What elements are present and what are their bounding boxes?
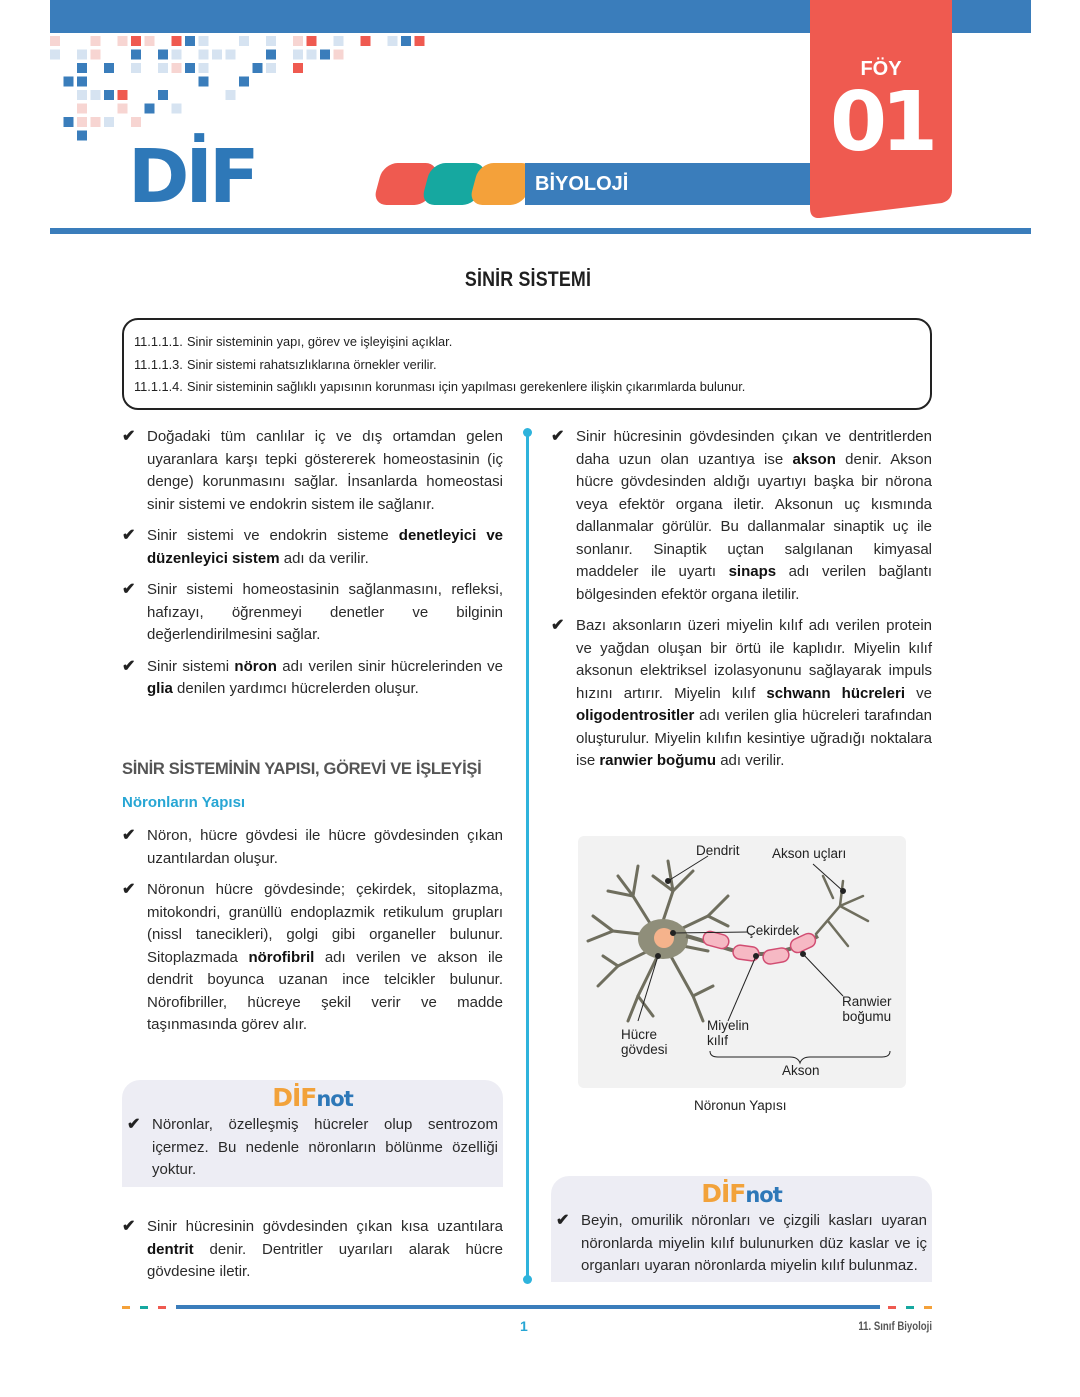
bullet-text: adı verilen ve akson ile dendrit boyunca uzanan ince telcikler bulunur. Nörofibriller, hücreye şekil verir ve madde taşınmasında görev alır. [147, 948, 503, 1033]
left-column-middle [122, 825, 503, 1046]
label-ranwier: Ranwier boğumu [842, 994, 892, 1024]
pixel-mosaic-decoration [50, 36, 430, 146]
note-item [127, 1114, 498, 1182]
outcome-text: Sinir sisteminin sağlıklı yapısının korunması için yapılması gerekenlere ilişkin çıkarımlarda bulunur. [187, 379, 746, 394]
dif-note-logo: DİFnot [701, 1179, 782, 1208]
bullet-text: Nöronun hücre gövdesinde; çekirdek, sitoplazma, mitokondri, granüllü endoplazmik retikulum grupları (nissl tanecikleri), golgi gibi organeller bulunur. Sitoplazmada [147, 881, 503, 966]
bold-term: ranwier boğumu [599, 752, 717, 769]
check-icon: ✔ [122, 428, 136, 445]
foy-label: FÖY [860, 58, 902, 80]
note-item [556, 1210, 927, 1278]
outcome-text: Sinir sistemi rahatsızlıklarına örnekler verilir. [187, 356, 437, 372]
footer-dash [888, 1306, 896, 1309]
bullet-text: denir. Akson hücre gövdesinden aldığı uyartıyı başka bir nörona veya efektör organa iletir. Aksonun uç kısmında dallanmalar görülür. Bu dallanmalar sinaptik uç ile sonlanır. Sinaptik uçtan salgılanan kimyasal maddeler ile uyartı [576, 450, 932, 580]
bold-term: nörofibril [248, 948, 315, 966]
footer-dash [122, 1306, 130, 1309]
bullet-text: Doğadaki tüm canlılar iç ve dış ortamdan gelen uyaranlara karşı tepki göstererek homeostasinin (iç denge) korunmasını sağlar. İnsanlarda homeostasi sinir sistemi ve endokrin sistem ile sağlanır. [147, 428, 503, 513]
bullet-text: denilen yardımcı hücrelerden oluşur. [172, 680, 419, 697]
outcome-row [134, 379, 920, 402]
bullet-text: Nöron, hücre gövdesi ile hücre gövdesinden çıkan uzantılardan oluşur. [147, 827, 503, 867]
bullet-text: Sinir sistemi homeostasinin sağlanmasını, refleksi, hafızayı, öğrenmeyi denetler ve bilginin değerlendirilmesini sağlar. [147, 581, 503, 643]
learning-outcomes-box [122, 318, 932, 410]
note-text: Beyin, omurilik nöronları ve çizgili kasları uyaran nöronlarda miyelin kılıf bulunurken düz kaslar ve iç organları uyaran nöronlarda miyelin kılıf bulunmaz. [581, 1212, 927, 1274]
check-icon: ✔ [122, 881, 136, 898]
check-icon: ✔ [122, 581, 136, 598]
bold-term: nöron [234, 657, 277, 675]
bullet-text: Sinir sistemi ve endokrin sisteme [147, 527, 399, 544]
dif-note-title [122, 1083, 503, 1112]
footer-dash [906, 1306, 914, 1309]
figure-caption: Nöronun Yapısı [694, 1098, 787, 1113]
divider-dot-bottom [523, 1275, 532, 1284]
left-column-top [122, 426, 503, 710]
bullet-item [551, 426, 932, 606]
bullet-text: Sinir sistemi [147, 657, 235, 675]
note-text: Nöronlar, özelleşmiş hücreler olup sentrozom içermez. Bu nedenle nöronların bölünme özelliği yoktur. [152, 1116, 498, 1178]
dif-note-box [551, 1176, 932, 1282]
bullet-item [122, 879, 503, 1037]
bullet-text: Sinir hücresinin gövdesinden çıkan ve dentritlerden daha uzun olan uzantıya ise [576, 428, 932, 468]
dif-note-logo: DİFnot [272, 1083, 353, 1112]
bullet-text: ve [905, 684, 932, 702]
bullet-item [122, 1216, 503, 1284]
check-icon: ✔ [556, 1212, 570, 1229]
outcome-code: 11.1.1.1. [134, 334, 183, 349]
bullet-text: Sinir hücresinin gövdesinden çıkan kısa uzantılara [147, 1218, 503, 1235]
bullet-text: denir. Dentritler uyarıları alarak hücre gövdesine iletir. [147, 1240, 503, 1280]
bold-term: dentrit [147, 1240, 194, 1258]
label-hucre-govdesi: Hücre gövdesi [621, 1027, 668, 1057]
left-column-bottom [122, 1216, 503, 1293]
bullet-text: adı da verilir. [279, 549, 369, 567]
label-akson-uclari: Akson uçları [772, 846, 847, 861]
footer-dash [158, 1306, 166, 1309]
outcome-row [134, 357, 920, 380]
bullet-text: adı verilen bağlantı bölgesinden efektör organa iletilir. [576, 563, 933, 603]
check-icon: ✔ [122, 527, 136, 544]
bullet-text: adı verilen sinir hücrelerinden ve [276, 657, 503, 675]
check-icon: ✔ [122, 1218, 136, 1235]
footer-dash [924, 1306, 932, 1309]
bullet-item [122, 525, 503, 570]
check-icon: ✔ [122, 657, 136, 675]
header-divider [50, 228, 1031, 234]
label-dendrit: Dendrit [696, 843, 740, 858]
outcome-code: 11.1.1.3. [134, 356, 183, 372]
bold-term: oligodentrositler [576, 707, 695, 724]
page-number: 1 [520, 1318, 528, 1334]
check-icon: ✔ [127, 1116, 141, 1133]
label-cekirdek: Çekirdek [746, 923, 800, 938]
section-heading: SİNİR SİSTEMİNİN YAPISI, GÖREVİ VE İŞLEYİŞİ [122, 760, 482, 778]
bullet-item [551, 615, 932, 773]
bold-term: akson [792, 450, 836, 468]
dif-note-box [122, 1080, 503, 1187]
bullet-text: adı verilir. [716, 752, 785, 769]
dif-logo: DİF [128, 134, 256, 220]
subject-label: BİYOLOJİ [525, 163, 815, 205]
divider-dot-top [523, 428, 532, 437]
column-divider [526, 432, 529, 1280]
bold-term: sinaps [728, 563, 777, 580]
bold-term: glia [147, 680, 173, 697]
footer-dash [140, 1306, 148, 1309]
outcome-row [134, 334, 920, 357]
outcome-code: 11.1.1.4. [134, 379, 183, 394]
check-icon: ✔ [122, 827, 136, 844]
bullet-item [122, 579, 503, 647]
footer-line [176, 1305, 880, 1309]
outcome-text: Sinir sisteminin yapı, görev ve işleyişini açıklar. [187, 334, 453, 349]
bold-term: denetleyici ve düzenleyici sistem [147, 527, 504, 567]
label-miyelin-kilif: Miyelin kılıf [707, 1018, 750, 1048]
bold-term: schwann hücreleri [766, 684, 906, 702]
book-title: 11. Sınıf Biyoloji [858, 1319, 932, 1333]
bullet-text: Bazı aksonların üzeri miyelin kılıf adı verilen protein ve yağdan oluşan bir örtü ile kaplıdır. Miyelin kılıf aksonun elektriksel izolasyonunu sağlayarak impuls hızını artırır. Miyelin kılıf [576, 617, 932, 702]
foy-number: 01 [829, 75, 933, 170]
sub-heading: Nöronların Yapısı [122, 794, 246, 811]
right-column-top [551, 426, 932, 782]
bullet-item [122, 426, 503, 516]
page-title: SİNİR SİSTEMİ [464, 268, 592, 291]
check-icon: ✔ [551, 617, 565, 634]
check-icon: ✔ [551, 428, 565, 445]
bullet-item [122, 825, 503, 870]
bullet-item [122, 656, 503, 701]
dif-note-title [551, 1179, 932, 1208]
label-akson: Akson [782, 1063, 820, 1078]
bullet-text: adı verilen glia hücreleri tarafından oluşturulur. Miyelin kılıfın kesintiye uğradığı noktalara ise [576, 707, 932, 769]
